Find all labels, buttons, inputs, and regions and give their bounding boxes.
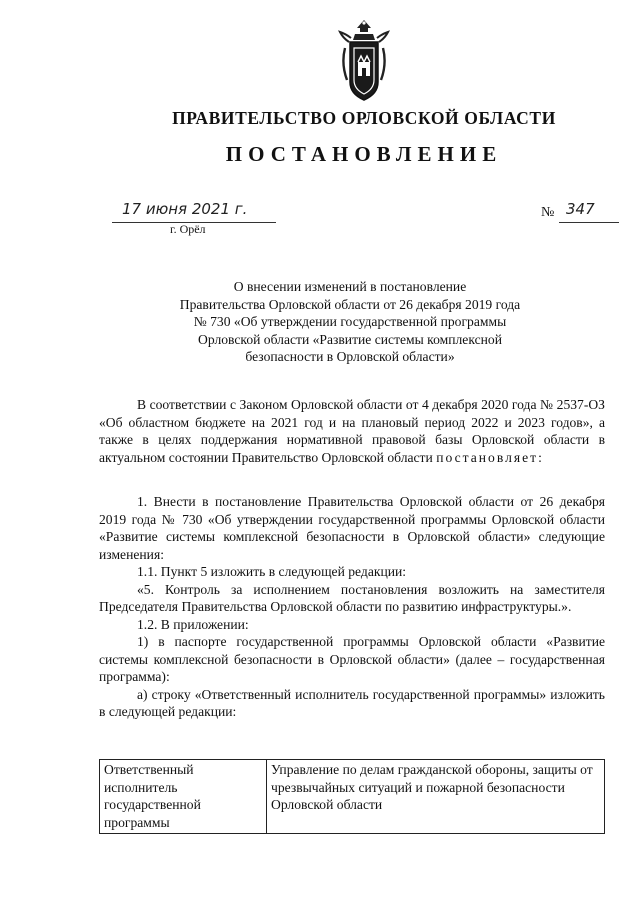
item-paragraph: 1.1. Пункт 5 изложить в следующей редакции: [137,564,407,579]
city-label: г. Орёл [170,222,206,236]
subject-line: Орловской области «Развитие системы комплексной [198,331,502,347]
item-paragraph: а) строку «Ответственный исполнитель государственной программы» изложить в следующей редакции: [99,686,605,719]
decree-date: 17 июня 2021 г. [122,200,248,218]
item-paragraph: 1.2. В приложении: [137,616,249,632]
number-label: № [541,205,555,220]
executor-table [99,759,605,834]
preamble-text: В соответствии с Законом Орловской области от 4 декабря 2020 года № 2537-ОЗ «Об областном бюджете на 2021 год и на плановый период 2022 и 2023 годов», а также в целях поддержания нормативной правовой базы Орловской области в актуальном состоянии Правительство Орловской области [99,397,605,465]
table-row [100,760,605,834]
preamble-paragraph [99,396,605,466]
subject-line: Правительства Орловской области от 26 декабря 2019 года [179,296,521,312]
subject-line: О внесении изменений в постановление [233,279,467,294]
decree-word: постановляет: [436,449,544,465]
document-type-title: ПОСТАНОВЛЕНИЕ [225,142,503,166]
item-paragraph: «5. Контроль за исполнением постановления возложить на заместителя Председателя Правительства Орловской области по развитию инфраструктуры.». [99,581,605,614]
orel-region-coat-of-arms-icon [337,18,391,102]
subject-heading [150,278,550,366]
table-cell-right: Управление по делам гражданской обороны, защиты от чрезвычайных ситуаций и пожарной безопасности Орловской области [267,760,605,834]
item-paragraph: 1) в паспорте государственной программы Орловской области «Развитие системы комплексной безопасности в Орловской области» (далее – государственная программа): [99,634,605,684]
decree-items [99,493,605,721]
decree-number: 347 [566,200,595,218]
item-paragraph: 1. Внести в постановление Правительства Орловской области от 26 декабря 2019 года № 730 «Об утверждении государственной программы Орловской области «Развитие системы комплексной безопасности в Орловской области» следующие изменения: [99,494,605,562]
subject-line: безопасности в Орловской области» [245,349,455,364]
subject-line: № 730 «Об утверждении государственной программы [193,314,507,329]
table-cell-left: Ответственный исполнитель государственной программы [100,760,267,834]
government-title: ПРАВИТЕЛЬСТВО ОРЛОВСКОЙ ОБЛАСТИ [172,108,556,128]
